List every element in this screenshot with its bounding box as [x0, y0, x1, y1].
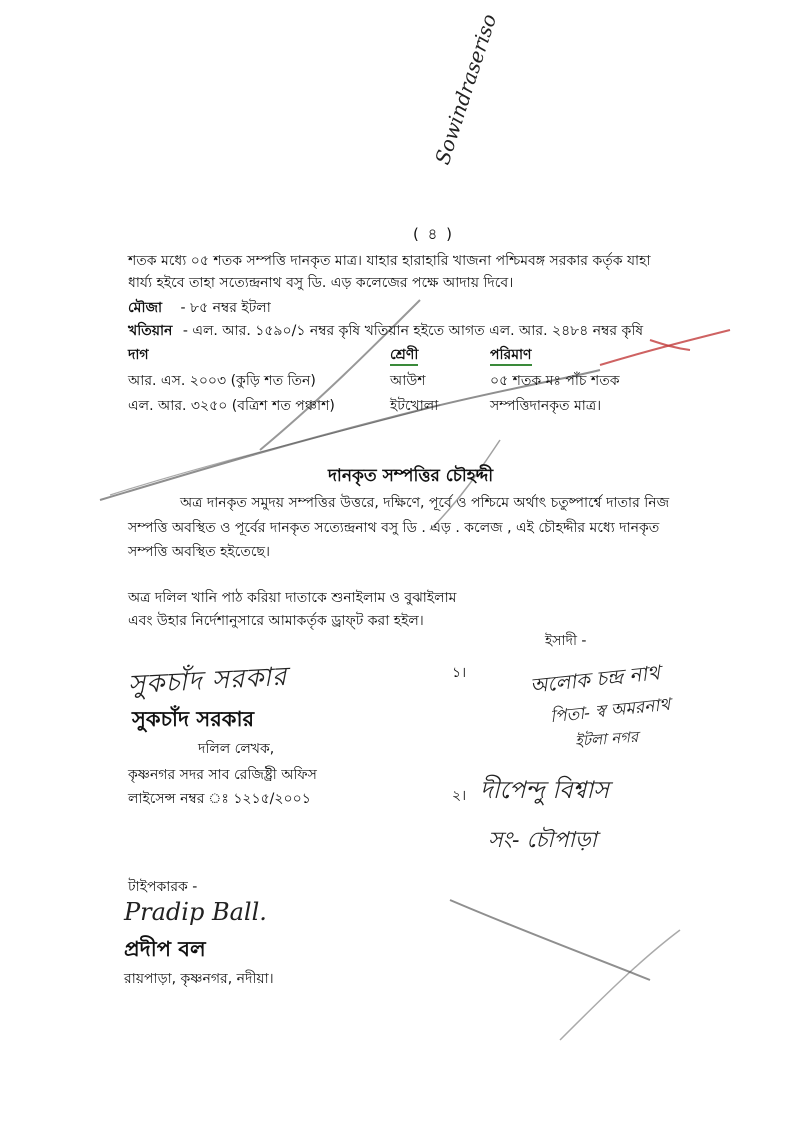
mouza-value: - ৮৫ নম্বর ইটলা	[180, 300, 271, 316]
table-row-2-class: ইটখোলা	[390, 398, 439, 414]
witness-label: ইসাদী -	[545, 633, 587, 649]
typist-signature: Pradip Ball.	[124, 898, 267, 926]
typist-label: টাইপকারক -	[128, 879, 198, 895]
page-number: ( ৪ )	[413, 225, 454, 243]
intro-line-2: ধার্য্য হইবে তাহা সত্যেন্দ্রনাথ বসু ডি. এড় কলেজের পক্ষে আদায় দিবে।	[128, 275, 514, 291]
table-row-1-class: আউশ	[390, 373, 426, 389]
khatian-row	[128, 322, 643, 340]
boundary-line-2: সম্পত্তি অবস্থিত ও পূর্বের দানকৃত সত্যেন্দ্রনাথ বসু ডি . এড় . কলেজ , এই চৌহদ্দীর মধ্যে দানকৃত	[128, 520, 660, 536]
writer-name: সুকচাঁদ সরকার	[132, 707, 255, 731]
col-header-class: শ্রেণী	[390, 346, 418, 366]
mouza-label: মৌজা	[128, 300, 163, 316]
witness-2-signature-line-2: সং- চৌপাড়া	[488, 828, 597, 853]
col-header-amount: পরিমাণ	[490, 346, 532, 366]
boundary-heading: দানকৃত সম্পত্তির চৌহদ্দী	[328, 466, 494, 486]
writer-signature: সুকচাঁদ সরকার	[127, 661, 288, 701]
col-header-dag: দাগ	[128, 347, 149, 363]
boundary-line-1: অত্র দানকৃত সমুদয় সম্পত্তির উত্তরে, দক্ষিণে, পূর্বে ও পশ্চিমে অর্থাৎ চতুষ্পার্শ্বে দাতার নিজ	[180, 495, 670, 511]
khatian-label: খতিয়ান	[128, 323, 173, 339]
intro-line-1: শতক মধ্যে ০৫ শতক সম্পত্তি দানকৃত মাত্র। যাহার হারাহারি খাজনা পশ্চিমবঙ্গ সরকার কর্তৃক যাহা	[128, 253, 651, 269]
table-row-2-amount: সম্পত্তিদানকৃত মাত্র।	[490, 398, 602, 414]
typist-address: রায়পাড়া, কৃষ্ণনগর, নদীয়া।	[124, 971, 274, 987]
witness-1-signature-line-1: অলোক চন্দ্র নাথ	[528, 660, 662, 698]
khatian-value: - এল. আর. ১৫৯০/১ নম্বর কৃষি খতিয়ান হইতে আগত এল. আর. ২৪৮৪ নম্বর কৃষি	[182, 323, 644, 339]
table-row-1-amount: ০৫ শতক মঃ পাঁচ শতক	[490, 373, 620, 389]
witness-2-signature-line-1: দীপেন্দু বিশ্বাস	[480, 776, 610, 804]
corner-signature: Sowindraseriso	[430, 10, 502, 168]
writer-office: কৃষ্ণনগর সদর সাব রেজিষ্ট্রী অফিস	[128, 767, 317, 783]
declaration-line-1: অত্র দলিল খানি পাঠ করিয়া দাতাকে শুনাইলাম ও বুঝাইলাম	[128, 590, 457, 606]
declaration-line-2: এবং উহার নির্দেশানুসারে আমাকর্তৃক ড্রাফ্‌ট করা হইল।	[128, 613, 424, 629]
boundary-line-3: সম্পত্তি অবস্থিত হইতেছে।	[128, 544, 270, 560]
typist-name: প্রদীপ বল	[124, 937, 206, 961]
writer-license: লাইসেন্স নম্বর ঃ ১২১৫/২০০১	[128, 791, 311, 807]
table-row-1-dag: আর. এস. ২০০৩ (কুড়ি শত তিন)	[128, 373, 316, 389]
witness-2-number: ২।	[452, 788, 467, 804]
writer-role: দলিল লেখক,	[198, 741, 275, 757]
witness-1-signature-line-3: ইটলা নগর	[574, 727, 639, 751]
witness-1-number: ১।	[452, 665, 467, 681]
table-row-2-dag: এল. আর. ৩২৫০ (বত্রিশ শত পঞ্চাশ)	[128, 398, 335, 414]
mouza-row	[128, 299, 271, 317]
witness-1-signature-line-2: পিতা- স্ব অমরনাথ	[549, 694, 672, 728]
